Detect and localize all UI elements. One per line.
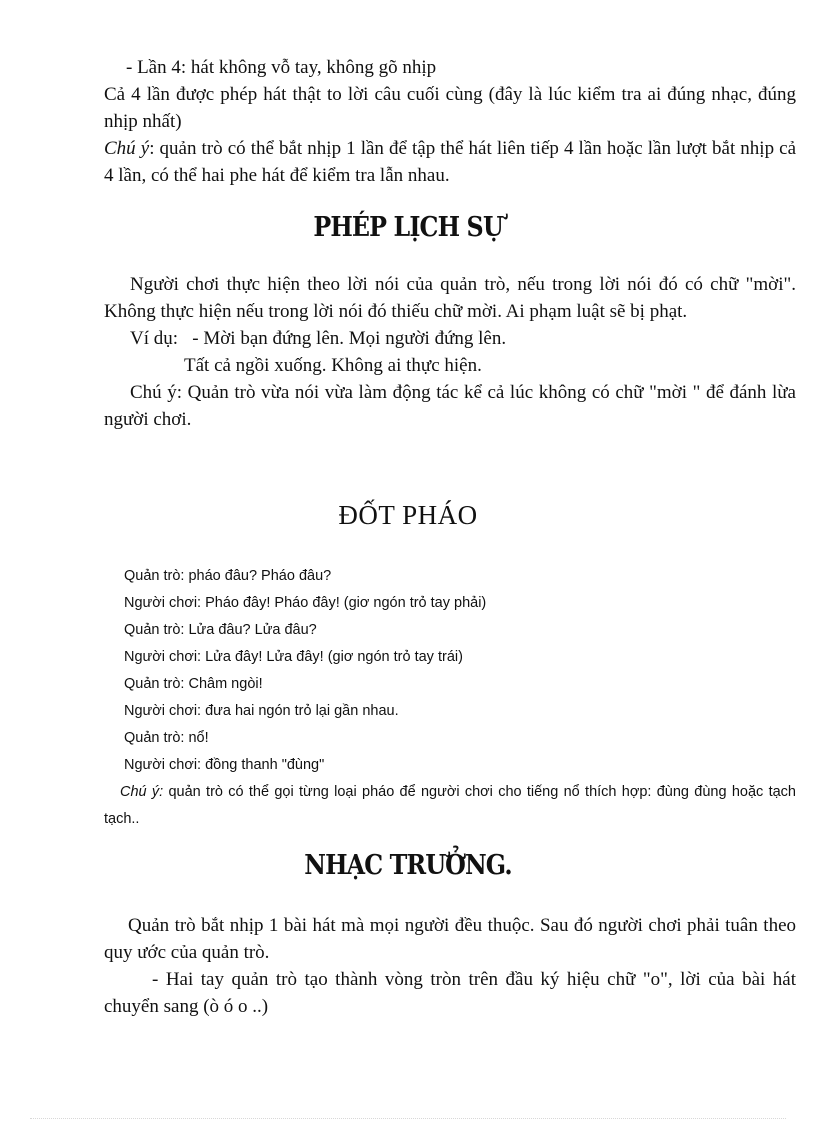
dialog-line: Người chơi: Lửa đây! Lửa đây! (giơ ngón trỏ tay trái) xyxy=(124,649,463,665)
section3-paragraph-2: - Hai tay quản trò tạo thành vòng tròn trên đầu ký hiệu chữ "o", lời của bài hát chuyển sang (ò ó o ..) xyxy=(104,969,796,1017)
intro-note xyxy=(104,135,796,189)
intro-note-label: Chú ý xyxy=(104,138,150,159)
section-title-phep-lich-su: PHÉP LỊCH SỰ xyxy=(313,212,503,243)
section1-body xyxy=(104,271,796,433)
section1-example-label: Ví dụ: xyxy=(130,328,179,349)
section2-dialog xyxy=(104,563,796,833)
section2-note xyxy=(104,779,796,833)
dialog-line: Quản trò: Lửa đâu? Lửa đâu? xyxy=(124,622,317,638)
section1-example-2: Tất cả ngồi xuống. Không ai thực hiện. xyxy=(184,355,482,376)
section2-note-text: quản trò có thể gọi từng loại pháo để người chơi cho tiếng nổ thích hợp: đùng đùng hoặc tạch tạch.. xyxy=(104,784,796,827)
section1-example-1-text: - Mời bạn đứng lên. Mọi người đứng lên. xyxy=(192,328,507,349)
section-title-nhac-truong: NHẠC TRƯỞNG. xyxy=(304,850,512,881)
dialog-line: Người chơi: Pháo đây! Pháo đây! (giơ ngón trỏ tay phải) xyxy=(124,595,487,611)
section1-example-1 xyxy=(104,325,796,352)
section3-body xyxy=(104,912,796,1020)
section2-note-label: Chú ý: xyxy=(120,784,164,800)
intro-note-text: : quản trò có thể bắt nhịp 1 lần để tập thể hát liên tiếp 4 lần hoặc lần lượt bắt nhịp cả 4 lần, có thể hai phe hát để kiểm tra lẫn nhau. xyxy=(104,138,797,186)
dialog-line: Quản trò: pháo đâu? Pháo đâu? xyxy=(124,568,332,584)
section1-paragraph: Người chơi thực hiện theo lời nói của quản trò, nếu trong lời nói đó có chữ "mời". Không thực hiện nếu trong lời nói đó thiếu chữ mời. Ai phạm luật sẽ bị phạt. xyxy=(104,274,796,322)
dialog-line: Quản trò: nổ! xyxy=(124,730,209,746)
intro-block xyxy=(104,54,796,189)
intro-lan4: - Lần 4: hát không vỗ tay, không gõ nhịp xyxy=(126,57,437,78)
intro-ca4: Cả 4 lần được phép hát thật to lời câu cuối cùng (đây là lúc kiểm tra ai đúng nhạc, đúng nhịp nhất) xyxy=(104,84,796,132)
dialog-line: Người chơi: đưa hai ngón trỏ lại gần nhau. xyxy=(124,703,399,719)
section-title-dot-phao: ĐỐT PHÁO xyxy=(338,500,478,530)
page-bottom-rule xyxy=(30,1118,786,1119)
section1-note: Chú ý: Quản trò vừa nói vừa làm động tác kể cả lúc không có chữ "mời " để đánh lừa người chơi. xyxy=(104,382,796,430)
section3-paragraph-1: Quản trò bắt nhịp 1 bài hát mà mọi người đều thuộc. Sau đó người chơi phải tuân theo quy ước của quản trò. xyxy=(104,915,796,963)
dialog-line: Người chơi: đồng thanh "đùng" xyxy=(124,757,325,773)
dialog-line: Quản trò: Châm ngòi! xyxy=(124,676,263,692)
